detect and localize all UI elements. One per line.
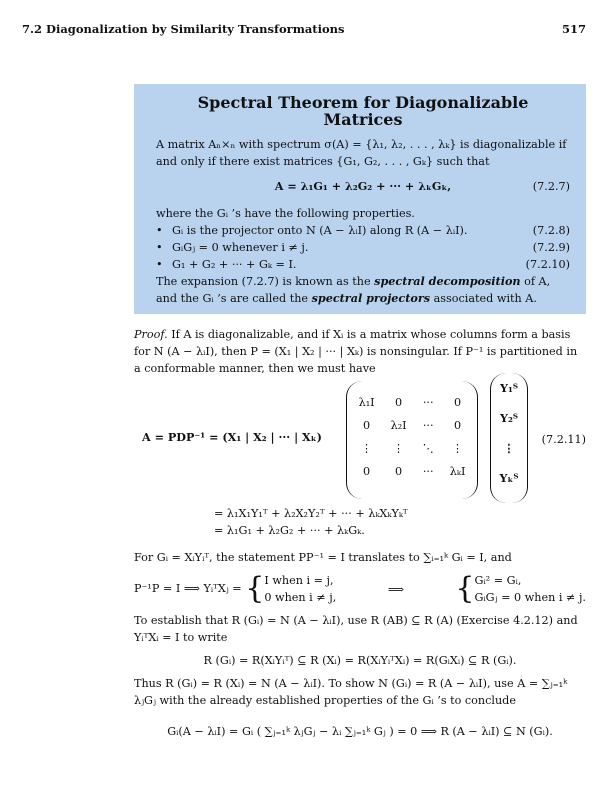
matrix-cell: ⋮ — [361, 442, 373, 455]
matrix-cell: λₖI — [449, 465, 466, 478]
matrix-cell: λ₂I — [390, 419, 407, 432]
matrix-cell: 0 — [454, 419, 462, 432]
equation-7-2-7 — [156, 178, 570, 195]
case-line: Gᵢ² = Gᵢ, — [474, 574, 522, 587]
proof — [134, 326, 586, 740]
case-line: 0 when i ≠ j, — [264, 591, 337, 604]
matrix-cell: ⋮ — [452, 442, 464, 455]
proof-paragraph-1 — [134, 326, 586, 377]
projector-properties-display — [134, 572, 586, 606]
outro-text: of A, and the Gᵢ ’s are called the — [156, 275, 551, 305]
y-entry: ⋮ — [503, 441, 515, 455]
matrix-cell: ··· — [422, 465, 434, 478]
range-chain-display: R (Gᵢ) = R(XᵢYᵢᵀ) ⊆ R (Xᵢ) = R(XᵢYᵢᵀXᵢ) = R(GᵢXᵢ) ⊆ R (Gᵢ). — [203, 654, 517, 667]
property-bullet — [156, 222, 570, 239]
implication-right — [455, 572, 586, 606]
equation-number: (7.2.8) — [532, 224, 570, 237]
matrix-cell: ··· — [422, 419, 434, 432]
equation-number: (7.2.11) — [541, 433, 586, 446]
term-spectral-decomposition: spectral decomposition — [374, 274, 521, 288]
matrix-cell: 0 — [395, 396, 403, 409]
equation-7-2-11 — [134, 381, 586, 501]
proof-paragraph-4: Thus R (Gᵢ) = R (Xᵢ) = N (A − λᵢI). To show N (Gᵢ) = R (A − λᵢI), use A = ∑ⱼ₌₁ᵏ λⱼGⱼ with the already established properties of the Gᵢ ’s to conclude — [134, 677, 568, 707]
property-bullet — [156, 239, 570, 256]
page-number: 517 — [561, 22, 586, 36]
y-entry: Y₂ᵀ — [500, 411, 518, 425]
matrix-cell: 0 — [363, 419, 371, 432]
equation-7-2-7-body: A = λ₁G₁ + λ₂G₂ + ··· + λₖGₖ, — [274, 179, 452, 193]
left-brace: { — [455, 571, 475, 606]
matrix-cell: 0 — [454, 396, 462, 409]
property-text: G₁ + G₂ + ··· + Gₖ = I. — [172, 258, 297, 271]
cases-block — [474, 572, 586, 606]
equation-number: (7.2.10) — [525, 258, 570, 271]
theorem-box — [134, 84, 586, 314]
theorem-where: where the Gᵢ ’s have the following properties. — [156, 207, 415, 220]
y-entry: Yₖᵀ — [499, 471, 519, 485]
equation-lhs: A = PDP⁻¹ = (X₁ | X₂ | ··· | Xₖ) — [142, 430, 322, 444]
running-header-section: 7.2 Diagonalization by Similarity Transformations — [22, 22, 345, 36]
theorem-outro — [156, 273, 570, 307]
cases-block — [264, 572, 336, 606]
matrix-cell: ⋱ — [422, 442, 434, 455]
matrix-cell: ··· — [422, 396, 434, 409]
proof-paragraph-3: To establish that R (Gᵢ) = N (A − λᵢI), use R (AB) ⊆ R (A) (Exercise 4.2.12) and YᵢᵀXᵢ = I to write — [134, 614, 578, 644]
y-column-matrix — [490, 373, 528, 503]
y-entry: Y₁ᵀ — [500, 381, 518, 395]
theorem-title: Spectral Theorem for Diagonalizable Matrices — [197, 93, 529, 129]
equation-number: (7.2.7) — [532, 180, 570, 193]
case-line: I when i = j, — [264, 574, 334, 587]
implication-lhs: P⁻¹P = I ⟹ YᵢᵀXⱼ = — [134, 582, 246, 595]
matrix-cell: 0 — [395, 465, 403, 478]
left-brace: { — [245, 571, 265, 606]
property-text: GᵢGⱼ = 0 whenever i ≠ j. — [172, 241, 309, 254]
implication-left — [134, 572, 336, 606]
diagonal-matrix — [346, 381, 478, 499]
matrix-cell: ⋮ — [393, 442, 405, 455]
outro-text: The expansion (7.2.7) is known as the — [156, 275, 375, 288]
equation-continuation-2: = λ₁G₁ + λ₂G₂ + ··· + λₖGₖ. — [214, 524, 365, 537]
final-display: Gᵢ(A − λᵢI) = Gᵢ ( ∑ⱼ₌₁ᵏ λⱼGⱼ − λᵢ ∑ⱼ₌₁ᵏ Gⱼ ) = 0 ⟹ R (A − λᵢI) ⊆ N (Gᵢ). — [167, 725, 553, 738]
equation-number: (7.2.9) — [532, 241, 570, 254]
property-text: Gᵢ is the projector onto N (A − λᵢI) along R (A − λᵢI). — [172, 224, 468, 237]
case-line: GᵢGⱼ = 0 when i ≠ j. — [474, 591, 586, 604]
proof-label: Proof. — [134, 328, 168, 341]
matrix-cell: λ₁I — [358, 396, 375, 409]
implies-arrow: ⟹ — [387, 582, 404, 596]
theorem-intro: A matrix Aₙ×ₙ with spectrum σ(A) = {λ₁, λ₂, . . . , λₖ} is diagonalizable if and only if there exist matrices {G₁, G₂, . . . , Gₖ} such that — [156, 138, 567, 168]
equation-continuation-1: = λ₁X₁Y₁ᵀ + λ₂X₂Y₂ᵀ + ··· + λₖXₖYₖᵀ — [214, 507, 408, 520]
proof-text: If A is diagonalizable, and if Xᵢ is a matrix whose columns form a basis for N (A − λᵢI), then P = (X₁ | X₂ | ··· | Xₖ) is nonsingular. If P⁻¹ is partitioned in a conformable manner, then we must have — [134, 328, 578, 375]
term-spectral-projectors: spectral projectors — [311, 291, 431, 305]
property-bullet — [156, 256, 570, 273]
matrix-cell: 0 — [363, 465, 371, 478]
proof-paragraph-2: For Gᵢ = XᵢYᵢᵀ, the statement PP⁻¹ = I translates to ∑ᵢ₌₁ᵏ Gᵢ = I, and — [134, 551, 512, 564]
outro-text: associated with A. — [430, 292, 537, 305]
